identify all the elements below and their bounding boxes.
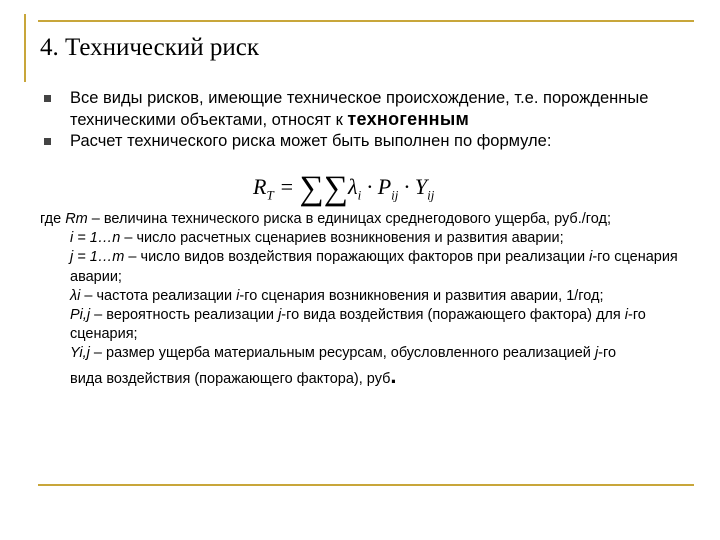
definition-index: j (594, 345, 599, 362)
formula-dot: · (361, 174, 378, 199)
definition-y (40, 344, 690, 363)
definition-text: -го (598, 345, 617, 362)
formula-lambda: λ (348, 174, 358, 199)
definition-text: – размер ущерба материальным ресурсам, обусловленного реализацией (89, 345, 595, 362)
definition-index: i (236, 287, 240, 304)
bullet-item (40, 131, 680, 152)
definition-index: i (624, 307, 628, 324)
definition-y-continued (40, 362, 690, 389)
decor-bottom-rule (38, 484, 694, 486)
formula-p: P (377, 174, 392, 199)
formula-p-sub: ij (391, 187, 399, 203)
bullet-text: Все виды рисков, имеющие техническое происхождение, т.е. порожденные техническими объектами, относят к (70, 89, 649, 129)
definition-text: – величина технического риска в единицах среднегодового ущерба, руб./год; (87, 211, 611, 227)
formula-dot: · (398, 174, 415, 199)
definition-text: -го сценария возникновения и развития аварии, 1/год; (239, 287, 604, 304)
decor-top-rule (38, 20, 694, 22)
definition-rt (40, 210, 690, 229)
definition-period: . (390, 362, 397, 388)
definition-text: – вероятность реализации (90, 307, 279, 324)
definition-index: i (589, 249, 593, 266)
slide-title: 4. Технический риск (40, 34, 260, 61)
bullet-item (40, 88, 680, 131)
definition-symbol: j = 1…m (70, 249, 125, 266)
definition-text: – частота реализации (80, 287, 237, 304)
definition-p (40, 306, 690, 344)
definition-i (40, 229, 690, 248)
definition-j (40, 248, 690, 286)
formula-y: Y (414, 174, 428, 199)
formula-sum-sign: ∑∑ (299, 170, 349, 207)
square-bullet-icon (44, 138, 51, 145)
definitions-block (40, 210, 690, 389)
definition-symbol: i = 1…n (70, 230, 121, 247)
definition-text: – число видов воздействия поражающих факторов при реализации (124, 249, 590, 266)
definition-text: -го вида воздействия (поражающего фактора) для (281, 307, 625, 324)
definition-text: – число расчетных сценариев возникновения и развития аварии; (120, 230, 564, 247)
definition-lambda (40, 287, 690, 306)
bullet-text: Расчет технического риска может быть выполнен по формуле: (70, 132, 552, 150)
definition-symbol: Pi,j (70, 307, 91, 324)
formula-lhs: R (253, 174, 267, 199)
square-bullet-icon (44, 95, 51, 102)
definition-symbol: λi (70, 287, 81, 304)
formula-y-sub: ij (427, 187, 435, 203)
formula-lambda-sub: i (357, 187, 362, 203)
definition-text: вида воздействия (поражающего фактора), руб (70, 370, 391, 387)
bullet-emphasis: техногенным (347, 109, 470, 129)
definition-text: -го сценария; (70, 307, 646, 343)
definition-symbol: Yi,j (70, 345, 90, 362)
risk-formula (253, 170, 434, 208)
definition-prefix: где (40, 211, 66, 227)
definition-symbol: Rт (65, 211, 88, 227)
bullet-list (40, 88, 680, 152)
definition-text: -го сценария аварии; (70, 249, 678, 285)
formula-lhs-sub: T (266, 187, 274, 203)
decor-vertical-line (24, 14, 26, 82)
definition-index: j (278, 307, 282, 324)
formula-eq: = (273, 174, 300, 199)
